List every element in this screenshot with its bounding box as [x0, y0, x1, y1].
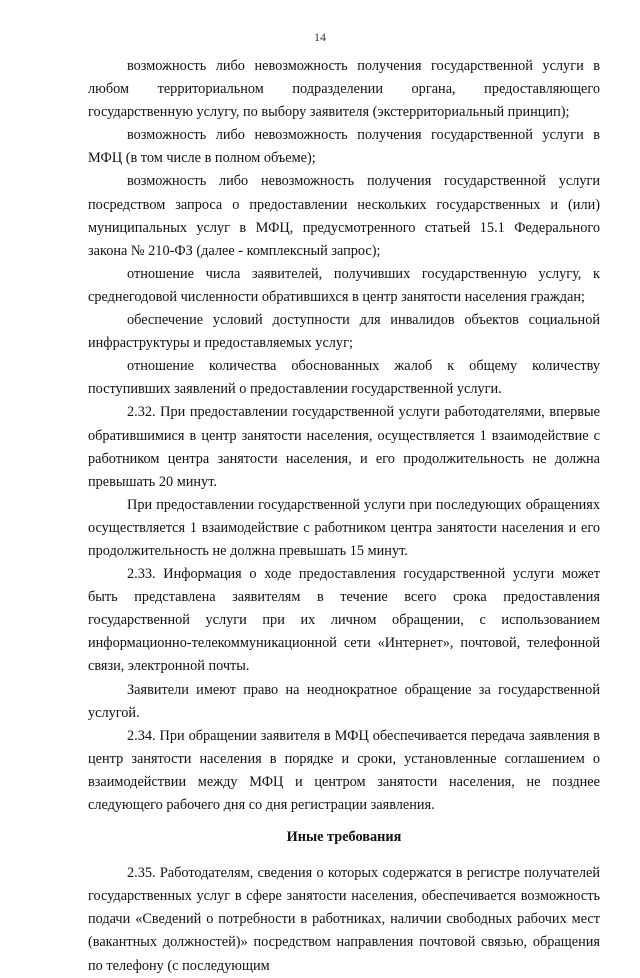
paragraph-subsequent-requests: При предоставлении государственной услуги при последующих обращениях осуществляется 1 взаимодействие с работником центра занятости населения и его продолжительность не должна превышать 15 минут. [88, 496, 600, 559]
paragraph-2-34: 2.34. При обращении заявителя в МФЦ обеспечивается передача заявления в центр занятости населения в порядке и сроки, установленные соглашением о взаимодействии между МФЦ и центром занятости населения, не позднее следующего рабочего дня со дня регистрации заявления. [88, 727, 600, 813]
paragraph-mfc-full: возможность либо невозможность получения государственной услуги в МФЦ (в том числе в полном объеме); [88, 127, 600, 167]
paragraph-repeated-requests: Заявители имеют право на неоднократное обращение за государственной услугой. [88, 681, 600, 721]
section-heading: Иные требования [286, 829, 402, 846]
paragraph-applicant-ratio: отношение числа заявителей, получивших государственную услугу, к среднегодовой численности обратившихся в центр занятости населения граждан; [88, 265, 600, 305]
paragraph-complaints-ratio: отношение количества обоснованных жалоб к общему количеству поступивших заявлений о предоставлении государственной услуги. [88, 358, 600, 398]
paragraph-accessibility: обеспечение условий доступности для инвалидов объектов социальной инфраструктуры и предоставляемых услуг; [88, 312, 600, 352]
paragraph-2-35: 2.35. Работодателям, сведения о которых содержатся в регистре получателей государственных услуг в сфере занятости населения, обеспечивается возможность подачи «Сведений о потребности в работниках, наличии свободных рабочих мест (вакантных должностей)» посредством направления почтовой связью, обращения по телефону (с последующим [88, 865, 600, 974]
paragraph-complex-request: возможность либо невозможность получения государственной услуги посредством запроса о предоставлении нескольких государственных и (или) муниципальных услуг в МФЦ, предусмотренного статьей 15.1 Федерального закона № 210-ФЗ (далее - комплексный запрос); [88, 173, 600, 259]
paragraph-exterritorial: возможность либо невозможность получения государственной услуги в любом территориальном подразделении органа, предоставляющего государственную услугу, по выбору заявителя (экстерриториальный принцип); [88, 58, 600, 121]
page-number: 14 [314, 30, 326, 44]
paragraph-2-33: 2.33. Информация о ходе предоставления государственной услуги может быть представлена заявителям в течение всего срока предоставления государственной услуги при их личном обращении, с использованием информационно-телекоммуникационной сети «Интернет», почтовой, телефонной связи, электронной почты. [88, 566, 600, 675]
document-body [88, 55, 600, 978]
paragraph-2-32: 2.32. При предоставлении государственной услуги работодателями, впервые обратившимися в центр занятости населения, осуществляется 1 взаимодействие с работником центра занятости населения, и его продолжительность не должна превышать 20 минут. [88, 404, 600, 490]
